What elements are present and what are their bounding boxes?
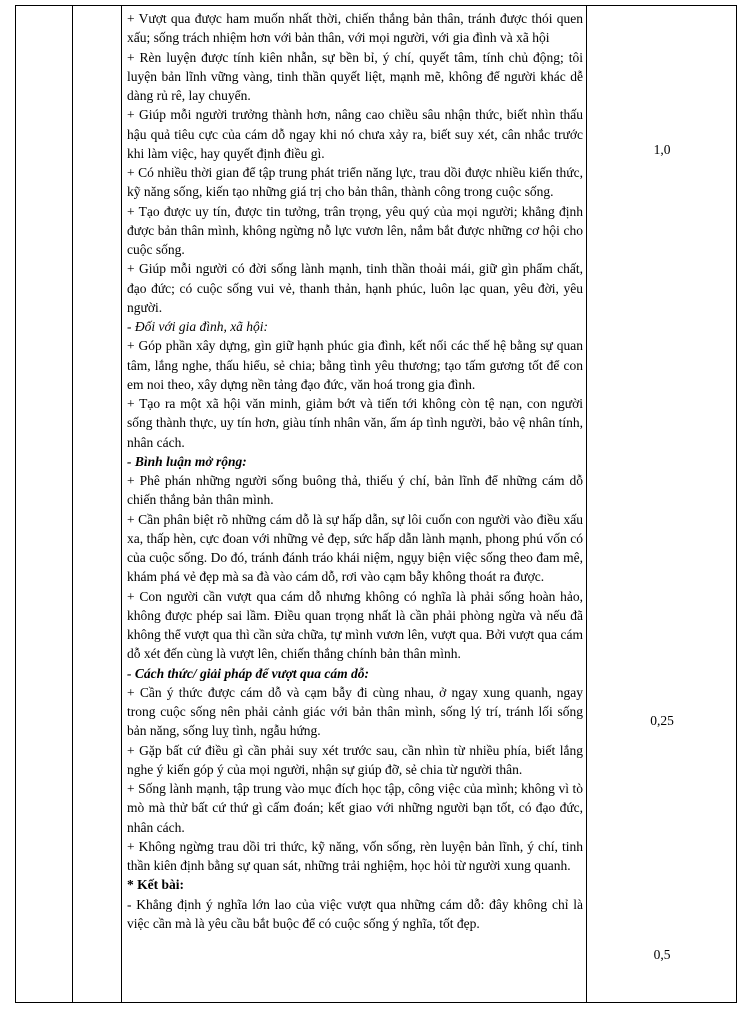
paragraph: + Tạo được uy tín, được tin tưởng, trân trọng, yêu quý của mọi người; khẳng định được bản thân mình, không ngừng nỗ lực vươn lên, nắm bắt được những cơ hội cho cuộc sống. [127, 203, 583, 257]
answer-table [15, 5, 737, 1003]
paragraph: + Không ngừng trau dồi tri thức, kỹ năng, vốn sống, rèn luyện bản lĩnh, ý chí, tinh thần kiên định bằng sự quan sát, những trải nghiệm, học hỏi từ người xung quanh. [127, 838, 583, 873]
paragraph: + Giúp mỗi người trưởng thành hơn, nâng cao chiều sâu nhận thức, biết nhìn thấu hậu quả tiêu cực của cám dỗ ngay khi nó chưa xảy ra, biết suy xét, cân nhắc trước khi làm việc, hay quyết định điều gì. [127, 107, 583, 161]
paragraph: + Rèn luyện được tính kiên nhẫn, sự bền bỉ, ý chí, quyết tâm, tính chủ động; tôi luyện bản lĩnh vững vàng, tinh thần quyết liệt, mạnh mẽ, không để người khác dễ dàng rủ rê, lay chuyển. [127, 49, 583, 103]
section-heading-family: - Đối với gia đình, xã hội: [127, 319, 269, 334]
paragraph: + Tạo ra một xã hội văn minh, giảm bớt và tiến tới không còn tệ nạn, con người sống thành thực, uy tín hơn, giàu tính nhân văn, ấm áp tình người, bảo vệ nhân tính, nhân cách. [127, 396, 583, 450]
paragraph: - Khẳng định ý nghĩa lớn lao của việc vượt qua những cám dỗ: đây không chỉ là việc cần mà là yêu cầu bắt buộc để có cuộc sống ý nghĩa, tốt đẹp. [127, 896, 583, 931]
paragraph: + Phê phán những người sống buông thả, thiếu ý chí, bản lĩnh để những cám dỗ chiến thắng bản thân mình. [127, 473, 583, 508]
column-divider [121, 6, 122, 1002]
paragraph: + Cần phân biệt rõ những cám dỗ là sự hấp dẫn, sự lôi cuốn con người vào điều xấu xa, thấp hèn, cực đoan với những vẻ đẹp, sức hấp dẫn lành mạnh, phong phú vốn có của cuộc sống. Do đó, tránh đánh tráo khái niệm, ngụy biện việc sống theo đam mê, khám phá vẻ đẹp mà sa đà vào cám dỗ, rơi vào cạm bẫy không thoát ra được. [127, 511, 583, 585]
score-value: 0,25 [650, 713, 674, 728]
section-heading-extend: - Bình luận mở rộng: [127, 453, 247, 469]
paragraph: + Giúp mỗi người có đời sống lành mạnh, tinh thần thoải mái, giữ gìn phẩm chất, đạo đức; có cuộc sống vui vẻ, thanh thản, hạnh phúc, luôn lạc quan, yêu đời, yêu người. [127, 261, 583, 315]
score-value: 0,5 [653, 947, 671, 962]
paragraph: + Vượt qua được ham muốn nhất thời, chiến thắng bản thân, tránh được thói quen xấu; sống trách nhiệm hơn với bản thân, với mọi người, với gia đình và xã hội [127, 11, 583, 46]
section-heading-conclusion: * Kết bài: [127, 877, 184, 893]
paragraph: + Góp phần xây dựng, gìn giữ hạnh phúc gia đình, kết nối các thế hệ bằng sự quan tâm, lắng nghe, thấu hiểu, sẻ chia; bằng tình yêu thương; tạo tấm gương tốt để con em noi theo, xây dựng nền tảng đạo đức, văn hoá trong gia đình. [127, 338, 583, 392]
paragraph: + Sống lành mạnh, tập trung vào mục đích học tập, công việc của mình; không vì tò mò mà thử bất cứ thứ gì cấm đoán; kết giao với những người bạn tốt, có đạo đức, nhân cách. [127, 781, 583, 835]
paragraph: + Cần ý thức được cám dỗ và cạm bẫy đi cùng nhau, ở ngay xung quanh, ngay trong cuộc sống nên phải cảnh giác với bản thân mình, sống lý trí, tránh lối sống bản năng, sống luỵ tình, ngẫu hứng. [127, 684, 583, 739]
section-heading-method: - Cách thức/ giải pháp để vượt qua cám dỗ: [127, 665, 370, 681]
content-cell [127, 9, 583, 933]
score-value: 1,0 [653, 142, 671, 157]
paragraph: + Có nhiều thời gian để tập trung phát triển năng lực, trau dồi được nhiều kiến thức, kỹ năng sống, kiến tạo những giá trị cho bản thân, thành công trong cuộc sống. [127, 165, 583, 200]
column-divider [72, 6, 73, 1002]
paragraph: + Gặp bất cứ điều gì cần phải suy xét trước sau, cần nhìn từ nhiều phía, biết lắng nghe ý kiến góp ý của mọi người, nhận sự giúp đỡ, sẻ chia từ người thân. [127, 742, 583, 777]
paragraph: + Con người cần vượt qua cám dỗ nhưng không có nghĩa là phải sống hoàn hảo, không được phép sai lầm. Điều quan trọng nhất là cần phải phòng ngừa và nếu đã không thể vượt qua thì cần sửa chữa, tự mình vươn lên, vượt qua. Bởi vượt qua cám dỗ xét đến cùng là vượt lên, chiến thắng chính bản thân mình. [127, 588, 583, 662]
